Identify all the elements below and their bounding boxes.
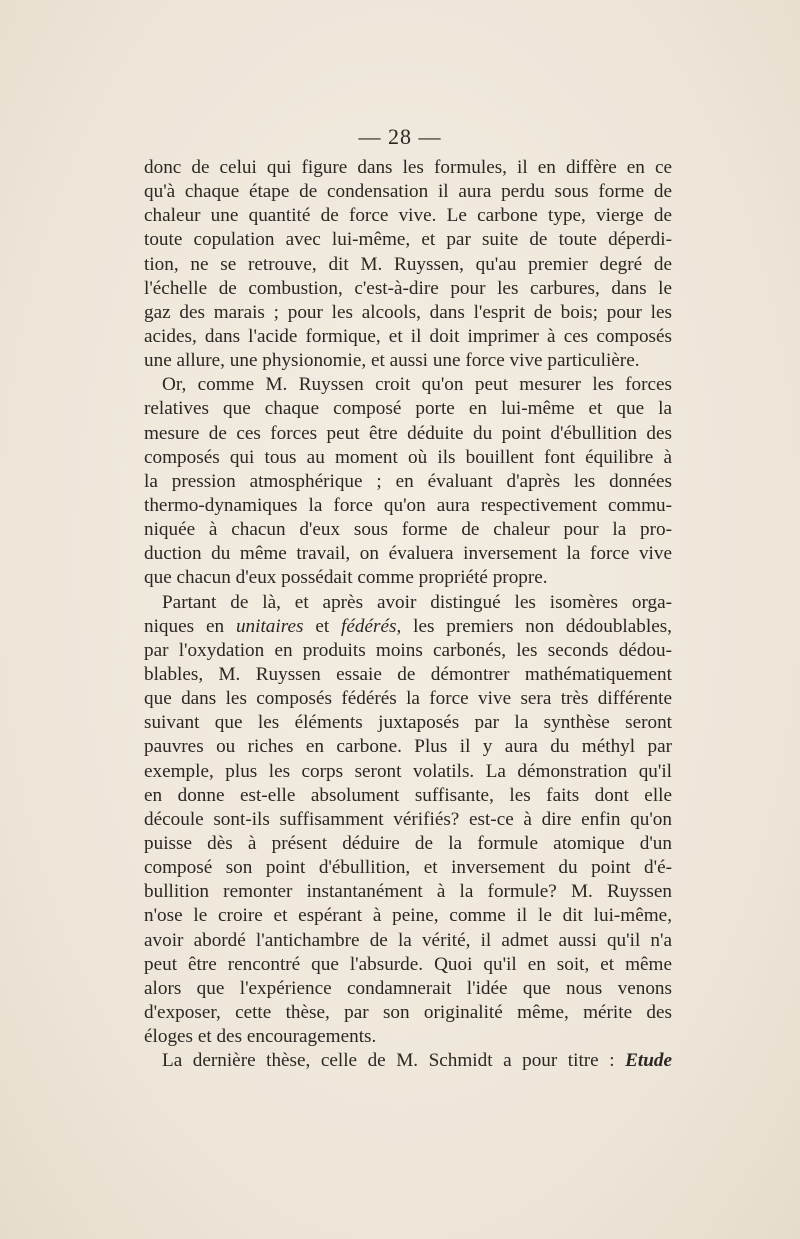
text-line: relatives que chaque composé porte en lui-même et que la — [144, 398, 672, 420]
text-line: tion, ne se retrouve, dit M. Ruyssen, qu'au premier degré de — [144, 253, 672, 275]
text-line: que chacun d'eux possédait comme propriété propre. — [144, 567, 548, 589]
text-line: peut être rencontré que l'absurde. Quoi qu'il en soit, et même — [144, 953, 672, 975]
text-fragment: , les premiers non dédoublables, — [396, 615, 672, 637]
text-line: acides, dans l'acide formique, et il doit imprimer à ces composés — [144, 325, 672, 347]
text-line: toute copulation avec lui-même, et par suite de toute déperdi- — [144, 229, 672, 251]
paragraph-start-line — [144, 1049, 672, 1073]
paragraph-start-line: Partant de là, et après avoir distingué les isomères orga- — [162, 591, 672, 613]
text-line: composés qui tous au moment où ils bouillent font équilibre à — [144, 446, 672, 468]
italic-term-unitaires: unitaires — [235, 615, 304, 637]
text-line: une allure, une physionomie, et aussi une force vive particulière. — [144, 350, 640, 372]
text-line — [144, 615, 672, 639]
text-fragment: La dernière thèse, celle de M. Schmidt a pour titre : — [162, 1050, 626, 1072]
text-line: exemple, plus les corps seront volatils. La démonstration qu'il — [144, 760, 672, 782]
text-line: bullition remonter instantanément à la formule? M. Ruyssen — [144, 881, 672, 903]
text-line: gaz des marais ; pour les alcools, dans l'esprit de bois; pour les — [144, 301, 672, 323]
text-line: blables, M. Ruyssen essaie de démontrer mathématiquement — [144, 663, 672, 685]
italic-title-start: Etude — [625, 1050, 672, 1072]
text-line: niquée à chacun d'eux sous forme de chaleur pour la pro- — [144, 519, 672, 541]
text-line: mesure de ces forces peut être déduite du point d'ébullition des — [144, 422, 672, 444]
text-line: n'ose le croire et espérant à peine, comme il le dit lui-même, — [144, 905, 672, 927]
text-line: d'exposer, cette thèse, par son originalité même, mérite des — [144, 1001, 672, 1023]
text-line: suivant que les éléments juxtaposés par la synthèse seront — [144, 712, 672, 734]
text-line: pauvres ou riches en carbone. Plus il y aura du méthyl par — [144, 736, 672, 758]
text-line: composé son point d'ébullition, et inversement du point d'é- — [144, 857, 672, 879]
text-line: duction du même travail, on évaluera inversement la force vive — [144, 543, 672, 565]
text-line: puisse dès à présent déduire de la formule atomique d'un — [144, 832, 672, 854]
text-line: éloges et des encouragements. — [144, 1026, 377, 1048]
text-line: en donne est-elle absolument suffisante, les faits dont elle — [144, 784, 672, 806]
text-line: par l'oxydation en produits moins carbonés, les seconds dédou- — [144, 639, 672, 661]
text-line: que dans les composés fédérés la force vive sera très différente — [144, 688, 672, 710]
text-line: la pression atmosphérique ; en évaluant d'après les données — [144, 470, 672, 492]
text-line: donc de celui qui figure dans les formules, il en diffère en ce — [144, 157, 672, 178]
paragraph-start-line: Or, comme M. Ruyssen croit qu'on peut mesurer les forces — [162, 374, 672, 396]
text-line: chaleur une quantité de force vive. Le carbone type, vierge de — [144, 205, 672, 227]
page-number: — 28 — — [358, 124, 442, 149]
text-line: thermo-dynamiques la force qu'on aura respectivement commu- — [144, 494, 672, 516]
italic-term-federes: fédérés — [341, 615, 397, 637]
text-line: l'échelle de combustion, c'est-à-dire pour les carbures, dans le — [144, 277, 672, 299]
text-fragment: niques en — [144, 615, 236, 637]
text-fragment: et — [303, 615, 342, 637]
text-line: alors que l'expérience condamnerait l'idée que nous venons — [144, 977, 672, 999]
body-text — [144, 156, 672, 1073]
text-line: avoir abordé l'antichambre de la vérité, il admet aussi qu'il n'a — [144, 929, 672, 951]
text-line: découle sont-ils suffisamment vérifiés? est-ce à dire enfin qu'on — [144, 808, 672, 830]
text-line: qu'à chaque étape de condensation il aura perdu sous forme de — [144, 181, 672, 203]
